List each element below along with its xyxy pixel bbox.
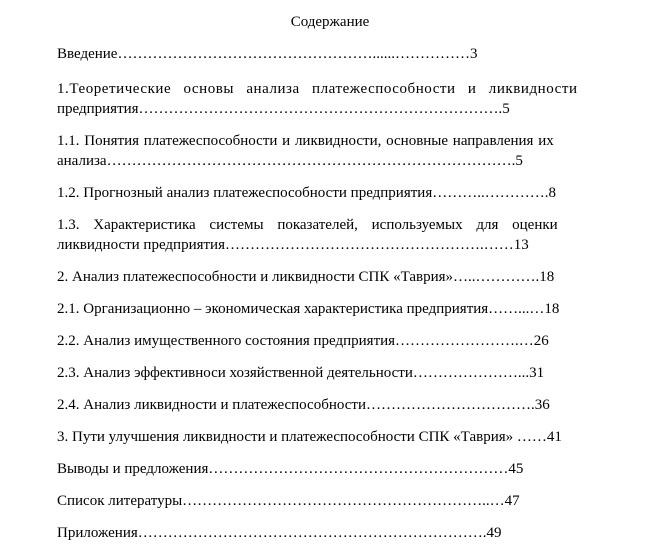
toc-entry-text: 2. Анализ платежеспособности и ликвидности СПК «Таврия»…..………….18 <box>57 269 555 285</box>
toc-entry-section-1-3 <box>57 215 627 255</box>
toc-entry-text: 1.1. Понятия платежеспособности и ликвидности, основные направления их <box>57 133 554 149</box>
toc-entry-text: 2.2. Анализ имущественного состояния предприятия…………………….…26 <box>57 333 549 349</box>
toc-entry-conclusions <box>57 459 627 479</box>
toc-entry-section-1-1 <box>57 131 627 171</box>
toc-entry-section-2-1 <box>57 299 627 319</box>
toc-entry-text: Приложения…………………………………………………………….49 <box>57 525 502 541</box>
toc-entry-text: 1.Теоретические основы анализа платежеспособности и ликвидности <box>57 81 578 97</box>
toc-entry-chapter-1 <box>57 79 627 119</box>
toc-title: Содержание <box>290 14 370 30</box>
toc-entry-text-continued: предприятия……………………………………………………………….5 <box>57 101 510 117</box>
toc-entry-section-1-2 <box>57 183 627 203</box>
toc-entry-introduction <box>57 44 627 64</box>
toc-entry-appendices <box>57 523 627 543</box>
toc-entry-text: 2.1. Организационно – экономическая характеристика предприятия……...…18 <box>57 301 560 317</box>
toc-entry-chapter-3 <box>57 427 627 447</box>
toc-entry-section-2-4 <box>57 395 627 415</box>
toc-entry-text: Введение……………………………………………......……………3 <box>57 46 478 62</box>
toc-entry-bibliography <box>57 491 627 511</box>
toc-entry-section-2-3 <box>57 363 627 383</box>
toc-entry-text-continued: ликвидности предприятия…………………………………………….……13 <box>57 237 529 253</box>
toc-entry-text: 1.2. Прогнозный анализ платежеспособности предприятия………..………….8 <box>57 185 556 201</box>
toc-entry-text: 2.3. Анализ эффективноси хозяйственной деятельности…………………...31 <box>57 365 545 381</box>
toc-entry-text: 2.4. Анализ ликвидности и платежеспособности…………………………….36 <box>57 397 550 413</box>
toc-entry-text-continued: анализа……………………………………………………………………….5 <box>57 153 523 169</box>
toc-entry-text: Список литературы……………………………………………………..…47 <box>57 493 520 509</box>
toc-entry-text: 3. Пути улучшения ликвидности и платежеспособности СПК «Таврия» ……41 <box>57 429 562 445</box>
toc-entry-text: Выводы и предложения……………………………………………………45 <box>57 461 524 477</box>
toc-entry-text: 1.3. Характеристика системы показателей, используемых для оценки <box>57 217 558 233</box>
toc-entry-chapter-2 <box>57 267 627 287</box>
toc-entry-section-2-2 <box>57 331 627 351</box>
